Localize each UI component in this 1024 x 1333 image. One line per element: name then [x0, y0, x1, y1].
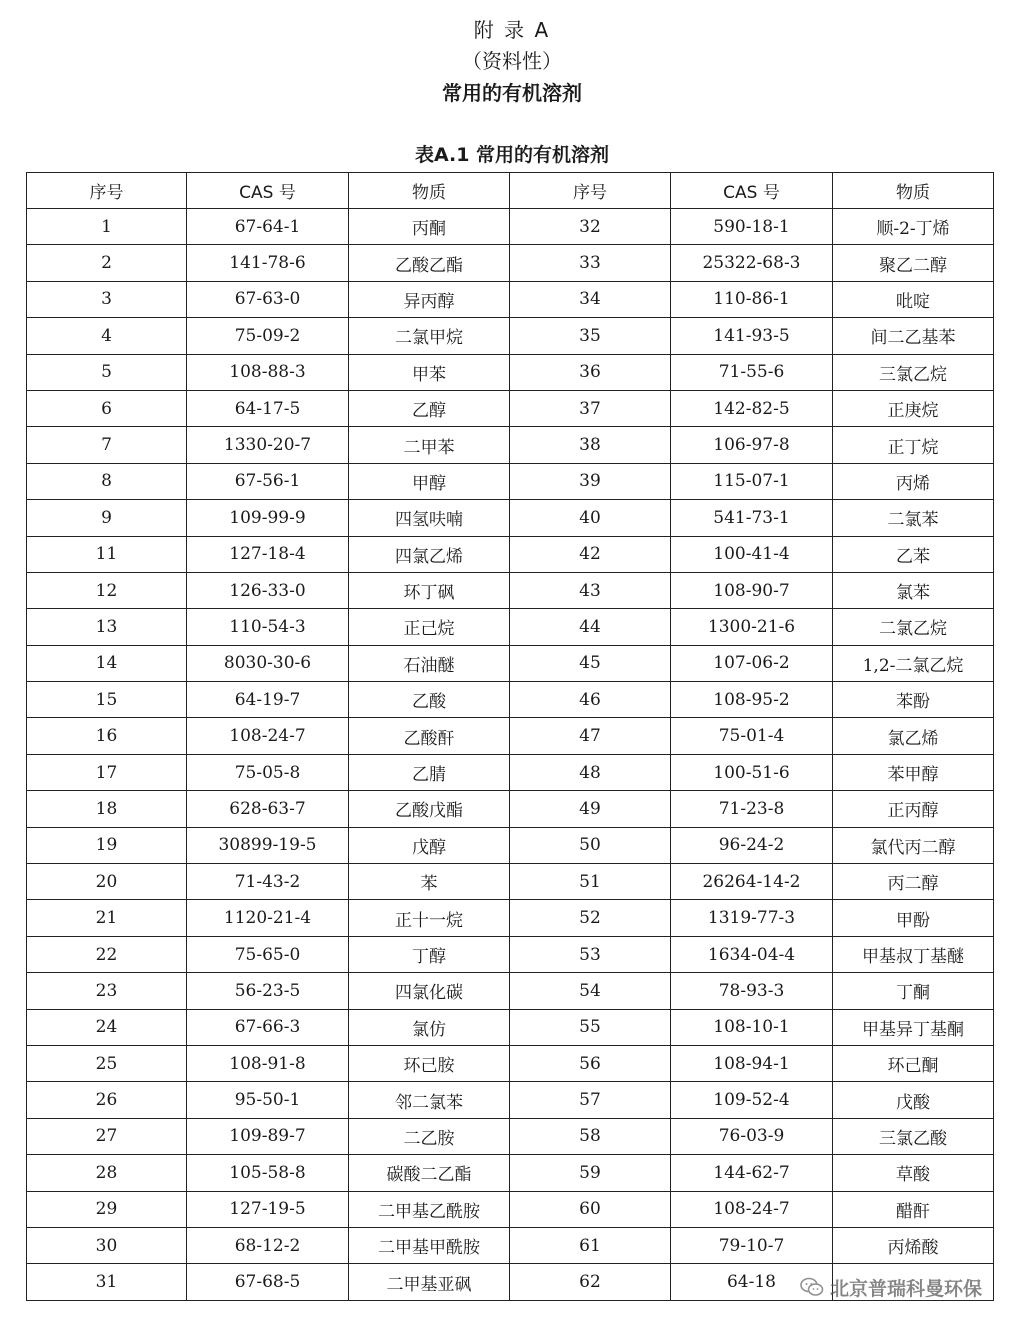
- table-cell: 苯酚: [833, 682, 994, 718]
- table-cell: 144-62-7: [671, 1155, 833, 1191]
- table-row: [27, 354, 994, 390]
- table-cell: 1,2-二氯乙烷: [833, 645, 994, 681]
- table-cell: 吡啶: [833, 281, 994, 317]
- table-cell: 甲基异丁基酮: [833, 1009, 994, 1045]
- table-cell: 25: [27, 1045, 187, 1081]
- table-cell: 21: [27, 900, 187, 936]
- table-cell: 106-97-8: [671, 427, 833, 463]
- table-cell: 30: [27, 1227, 187, 1263]
- appendix-title: 常用的有机溶剂: [442, 81, 582, 105]
- table-cell: 96-24-2: [671, 827, 833, 863]
- table-cell: 环己胺: [349, 1045, 510, 1081]
- table-row: [27, 1155, 994, 1191]
- table-cell: 石油醚: [349, 645, 510, 681]
- table-cell: 59: [510, 1155, 671, 1191]
- table-cell: 7: [27, 427, 187, 463]
- table-cell: 23: [27, 973, 187, 1009]
- table-cell: 氯乙烯: [833, 718, 994, 754]
- table-cell: 75-01-4: [671, 718, 833, 754]
- table-cell: 二乙胺: [349, 1118, 510, 1154]
- table-cell: 37: [510, 390, 671, 426]
- table-cell: 四氯化碳: [349, 973, 510, 1009]
- table-row: [27, 1118, 994, 1154]
- table-cell: 71-23-8: [671, 791, 833, 827]
- table-cell: 58: [510, 1118, 671, 1154]
- table-cell: 49: [510, 791, 671, 827]
- table-cell: 31: [27, 1264, 187, 1300]
- column-header: CAS 号: [671, 173, 833, 209]
- table-cell: 43: [510, 572, 671, 608]
- table-cell: 3: [27, 281, 187, 317]
- table-cell: 45: [510, 645, 671, 681]
- column-header: 物质: [349, 173, 510, 209]
- table-cell: 100-41-4: [671, 536, 833, 572]
- table-row: [27, 973, 994, 1009]
- table-cell: 105-58-8: [187, 1155, 349, 1191]
- table-cell: 氯苯: [833, 572, 994, 608]
- column-header: CAS 号: [187, 173, 349, 209]
- table-cell: 56-23-5: [187, 973, 349, 1009]
- table-row: [27, 390, 994, 426]
- table-cell: 乙酸乙酯: [349, 245, 510, 281]
- table-cell: 二甲苯: [349, 427, 510, 463]
- table-cell: 68-12-2: [187, 1227, 349, 1263]
- table-cell: 12: [27, 572, 187, 608]
- table-row: [27, 1227, 994, 1263]
- table-cell: 108-91-8: [187, 1045, 349, 1081]
- table-row: [27, 900, 994, 936]
- table-cell: 甲苯: [349, 354, 510, 390]
- table-cell: 127-18-4: [187, 536, 349, 572]
- table-cell: 108-24-7: [671, 1191, 833, 1227]
- table-cell: 苯甲醇: [833, 754, 994, 790]
- table-cell: 47: [510, 718, 671, 754]
- table-cell: 67-66-3: [187, 1009, 349, 1045]
- table-cell: 50: [510, 827, 671, 863]
- table-cell: 9: [27, 500, 187, 536]
- table-row: [27, 791, 994, 827]
- table-cell: 四氯乙烯: [349, 536, 510, 572]
- table-cell: 11: [27, 536, 187, 572]
- table-cell: 71-43-2: [187, 864, 349, 900]
- table-cell: 13: [27, 609, 187, 645]
- table-cell: 15: [27, 682, 187, 718]
- watermark: [800, 1274, 1000, 1300]
- table-row: [27, 245, 994, 281]
- table-cell: 氯代丙二醇: [833, 827, 994, 863]
- table-cell: 109-52-4: [671, 1082, 833, 1118]
- table-cell: 26264-14-2: [671, 864, 833, 900]
- table-cell: 46: [510, 682, 671, 718]
- table-cell: 54: [510, 973, 671, 1009]
- table-cell: 氯仿: [349, 1009, 510, 1045]
- table-row: [27, 318, 994, 354]
- table-cell: 34: [510, 281, 671, 317]
- table-cell: 24: [27, 1009, 187, 1045]
- table-cell: 67-68-5: [187, 1264, 349, 1300]
- table-cell: 64-18: [671, 1264, 833, 1300]
- table-cell: 36: [510, 354, 671, 390]
- table-cell: 44: [510, 609, 671, 645]
- table-cell: 67-64-1: [187, 209, 349, 245]
- table-cell: 正丁烷: [833, 427, 994, 463]
- table-cell: 四氢呋喃: [349, 500, 510, 536]
- column-header: 物质: [833, 173, 994, 209]
- table-cell: 126-33-0: [187, 572, 349, 608]
- table-cell: 1120-21-4: [187, 900, 349, 936]
- table-cell: 环丁砜: [349, 572, 510, 608]
- table-cell: 100-51-6: [671, 754, 833, 790]
- table-cell: 二氯甲烷: [349, 318, 510, 354]
- appendix-nature: （资料性）: [462, 49, 562, 73]
- table-row: [27, 718, 994, 754]
- table-cell: 108-95-2: [671, 682, 833, 718]
- table-cell: 107-06-2: [671, 645, 833, 681]
- table-cell: 61: [510, 1227, 671, 1263]
- table-row: [27, 427, 994, 463]
- table-cell: 115-07-1: [671, 463, 833, 499]
- table-caption: 表A.1 常用的有机溶剂: [414, 144, 610, 166]
- table-cell: 三氯乙烷: [833, 354, 994, 390]
- table-cell: 19: [27, 827, 187, 863]
- table-cell: 甲醇: [349, 463, 510, 499]
- watermark-text: 北京普瑞科曼环保: [830, 1277, 983, 1300]
- table-row: [27, 609, 994, 645]
- table-cell: 6: [27, 390, 187, 426]
- table-cell: 60: [510, 1191, 671, 1227]
- table-cell: 56: [510, 1045, 671, 1081]
- table-cell: 1319-77-3: [671, 900, 833, 936]
- table-cell: 64-19-7: [187, 682, 349, 718]
- table-cell: 51: [510, 864, 671, 900]
- table-cell: 141-78-6: [187, 245, 349, 281]
- table-cell: 1330-20-7: [187, 427, 349, 463]
- table-cell: 55: [510, 1009, 671, 1045]
- table-cell: 67-63-0: [187, 281, 349, 317]
- table-cell: 顺-2-丁烯: [833, 209, 994, 245]
- table-cell: 109-89-7: [187, 1118, 349, 1154]
- table-cell: 8: [27, 463, 187, 499]
- table-cell: 110-54-3: [187, 609, 349, 645]
- table-cell: 25322-68-3: [671, 245, 833, 281]
- table-cell: 正己烷: [349, 609, 510, 645]
- table-cell: 1300-21-6: [671, 609, 833, 645]
- table-cell: 57: [510, 1082, 671, 1118]
- table-cell: 32: [510, 209, 671, 245]
- table-cell: 110-86-1: [671, 281, 833, 317]
- table-row: [27, 281, 994, 317]
- table-row: [27, 1191, 994, 1227]
- table-cell: 64-17-5: [187, 390, 349, 426]
- table-cell: 正丙醇: [833, 791, 994, 827]
- table-cell: 20: [27, 864, 187, 900]
- table-cell: 二甲基乙酰胺: [349, 1191, 510, 1227]
- table-cell: 17: [27, 754, 187, 790]
- table-cell: 8030-30-6: [187, 645, 349, 681]
- table-cell: 38: [510, 427, 671, 463]
- table-cell: 141-93-5: [671, 318, 833, 354]
- table-cell: 108-24-7: [187, 718, 349, 754]
- table-cell: 108-90-7: [671, 572, 833, 608]
- table-cell: 丙二醇: [833, 864, 994, 900]
- table-cell: 醋酐: [833, 1191, 994, 1227]
- table-cell: 二甲基甲酰胺: [349, 1227, 510, 1263]
- table-cell: 127-19-5: [187, 1191, 349, 1227]
- table-cell: 541-73-1: [671, 500, 833, 536]
- table-cell: 42: [510, 536, 671, 572]
- table-cell: 乙苯: [833, 536, 994, 572]
- table-cell: 5: [27, 354, 187, 390]
- table-row: [27, 936, 994, 972]
- table-cell: 三氯乙酸: [833, 1118, 994, 1154]
- table-cell: 二甲基亚砜: [349, 1264, 510, 1300]
- table-row: [27, 754, 994, 790]
- table-cell: 142-82-5: [671, 390, 833, 426]
- table-cell: 2: [27, 245, 187, 281]
- table-row: [27, 209, 994, 245]
- table-cell: 29: [27, 1191, 187, 1227]
- table-cell: 聚乙二醇: [833, 245, 994, 281]
- table-row: [27, 1082, 994, 1118]
- table-row: [27, 827, 994, 863]
- table-cell: 79-10-7: [671, 1227, 833, 1263]
- table-cell: 35: [510, 318, 671, 354]
- table-cell: 乙酸: [349, 682, 510, 718]
- table-cell: 二氯苯: [833, 500, 994, 536]
- table-cell: 78-93-3: [671, 973, 833, 1009]
- table-cell: 丙烯: [833, 463, 994, 499]
- table-cell: 75-65-0: [187, 936, 349, 972]
- table-cell: 正庚烷: [833, 390, 994, 426]
- table-cell: 间二乙基苯: [833, 318, 994, 354]
- table-cell: 26: [27, 1082, 187, 1118]
- table-cell: 丙酮: [349, 209, 510, 245]
- table-row: [27, 536, 994, 572]
- table-cell: 108-94-1: [671, 1045, 833, 1081]
- table-row: [27, 572, 994, 608]
- table-row: [27, 1009, 994, 1045]
- table-cell: 碳酸二乙酯: [349, 1155, 510, 1191]
- table-cell: 53: [510, 936, 671, 972]
- table-body: [27, 209, 994, 1301]
- table-cell: 75-05-8: [187, 754, 349, 790]
- wechat-icon: [800, 1277, 824, 1297]
- table-cell: 40: [510, 500, 671, 536]
- table-row: [27, 1045, 994, 1081]
- appendix-label: 附 录 A: [473, 18, 551, 42]
- table-cell: 67-56-1: [187, 463, 349, 499]
- table-cell: 628-63-7: [187, 791, 349, 827]
- table-cell: 109-99-9: [187, 500, 349, 536]
- table-cell: 28: [27, 1155, 187, 1191]
- table-row: [27, 682, 994, 718]
- table-cell: 590-18-1: [671, 209, 833, 245]
- table-cell: 76-03-9: [671, 1118, 833, 1154]
- table-cell: 95-50-1: [187, 1082, 349, 1118]
- table-cell: 30899-19-5: [187, 827, 349, 863]
- table-cell: 邻二氯苯: [349, 1082, 510, 1118]
- table-cell: 乙醇: [349, 390, 510, 426]
- table-cell: 丙烯酸: [833, 1227, 994, 1263]
- table-row: [27, 463, 994, 499]
- table-cell: 16: [27, 718, 187, 754]
- table-cell: 22: [27, 936, 187, 972]
- table-cell: 27: [27, 1118, 187, 1154]
- table-cell: 甲酚: [833, 900, 994, 936]
- solvent-table: [26, 172, 994, 1301]
- table-cell: 丁醇: [349, 936, 510, 972]
- table-cell: 4: [27, 318, 187, 354]
- table-row: [27, 645, 994, 681]
- table-cell: 33: [510, 245, 671, 281]
- table-cell: 二氯乙烷: [833, 609, 994, 645]
- table-cell: 39: [510, 463, 671, 499]
- table-row: [27, 500, 994, 536]
- table-cell: 71-55-6: [671, 354, 833, 390]
- table-cell: 14: [27, 645, 187, 681]
- table-cell: 正十一烷: [349, 900, 510, 936]
- table-cell: 戊酸: [833, 1082, 994, 1118]
- table-cell: 乙腈: [349, 754, 510, 790]
- table-cell: 苯: [349, 864, 510, 900]
- table-cell: 48: [510, 754, 671, 790]
- table-cell: 异丙醇: [349, 281, 510, 317]
- table-cell: 1634-04-4: [671, 936, 833, 972]
- table-cell: 1: [27, 209, 187, 245]
- table-header-row: [27, 173, 994, 209]
- table-cell: 乙酸戊酯: [349, 791, 510, 827]
- table-cell: 62: [510, 1264, 671, 1300]
- table-cell: 草酸: [833, 1155, 994, 1191]
- table-cell: 75-09-2: [187, 318, 349, 354]
- table-cell: 108-10-1: [671, 1009, 833, 1045]
- table-cell: 乙酸酐: [349, 718, 510, 754]
- table-cell: 环己酮: [833, 1045, 994, 1081]
- column-header: 序号: [27, 173, 187, 209]
- table-cell: 甲基叔丁基醚: [833, 936, 994, 972]
- table-cell: 戊醇: [349, 827, 510, 863]
- table-cell: 108-88-3: [187, 354, 349, 390]
- column-header: 序号: [510, 173, 671, 209]
- table-cell: 52: [510, 900, 671, 936]
- table-cell: 18: [27, 791, 187, 827]
- table-cell: 丁酮: [833, 973, 994, 1009]
- table-row: [27, 864, 994, 900]
